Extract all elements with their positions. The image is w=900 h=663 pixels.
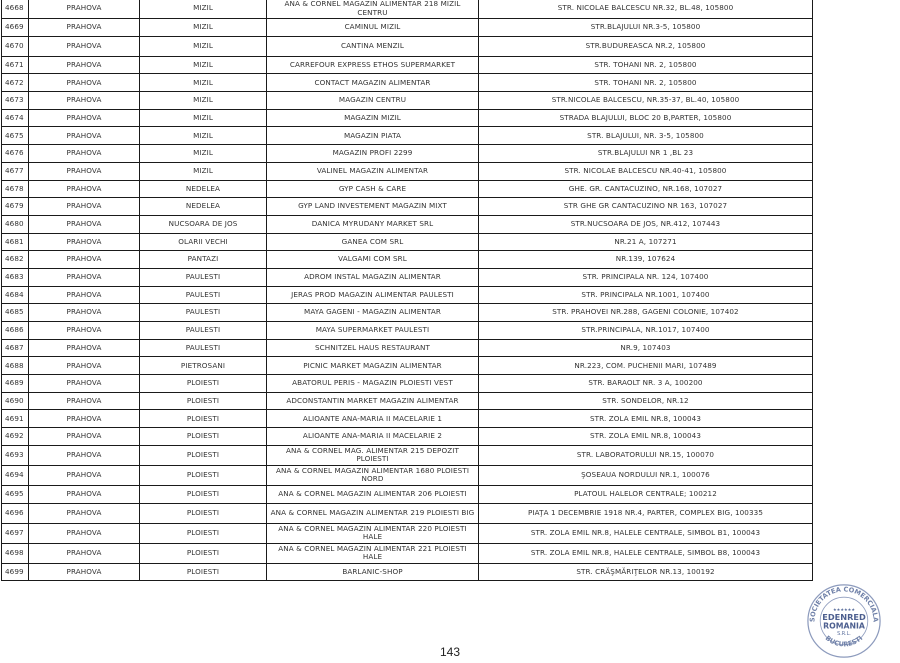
county-cell: PRAHOVA (29, 268, 140, 286)
merchant-name-cell: MAYA GAGENI - MAGAZIN ALIMENTAR (267, 304, 479, 322)
city-cell: MIZIL (140, 162, 267, 180)
merchant-name-cell: CAMINUL MIZIL (267, 19, 479, 37)
city-cell: PLOIESTI (140, 563, 267, 581)
row-id: 4691 (2, 410, 29, 428)
row-id: 4693 (2, 445, 29, 465)
table-row (2, 268, 813, 286)
table-row (2, 180, 813, 198)
row-id: 4688 (2, 357, 29, 375)
row-id: 4670 (2, 36, 29, 56)
merchant-name-cell: MAGAZIN CENTRU (267, 92, 479, 110)
county-cell: PRAHOVA (29, 322, 140, 340)
merchant-name-cell: VALINEL MAGAZIN ALIMENTAR (267, 162, 479, 180)
merchant-name-cell: GYP LAND INVESTEMENT MAGAZIN MIXT (267, 198, 479, 216)
table-row (2, 215, 813, 233)
city-cell: PLOIESTI (140, 523, 267, 543)
merchant-name-cell: ANA & CORNEL MAG. ALIMENTAR 215 DEPOZIT PLOIESTI (267, 445, 479, 465)
county-cell: PRAHOVA (29, 465, 140, 485)
merchant-table (1, 0, 813, 581)
merchant-name-cell: CONTACT MAGAZIN ALIMENTAR (267, 74, 479, 92)
county-cell: PRAHOVA (29, 410, 140, 428)
row-id: 4675 (2, 127, 29, 145)
merchant-name-cell: ANA & CORNEL MAGAZIN ALIMENTAR 221 PLOIESTI HALE (267, 543, 479, 563)
address-cell: STR. ZOLA EMIL NR.8, HALELE CENTRALE, SIMBOL B8, 100043 (479, 543, 813, 563)
merchant-name-cell: SCHNITZEL HAUS RESTAURANT (267, 339, 479, 357)
county-cell: PRAHOVA (29, 145, 140, 163)
merchant-name-cell: ANA & CORNEL MAGAZIN ALIMENTAR 206 PLOIESTI (267, 485, 479, 503)
city-cell: NEDELEA (140, 180, 267, 198)
row-id: 4672 (2, 74, 29, 92)
table-row (2, 145, 813, 163)
county-cell: PRAHOVA (29, 339, 140, 357)
address-cell: STR GHE GR CANTACUZINO NR 163, 107027 (479, 198, 813, 216)
address-cell: PLATOUL HALELOR CENTRALE; 100212 (479, 485, 813, 503)
row-id: 4679 (2, 198, 29, 216)
city-cell: PAULESTI (140, 322, 267, 340)
address-cell: STR. NICOLAE BALCESCU NR.32, BL.48, 105800 (479, 0, 813, 19)
city-cell: PLOIESTI (140, 445, 267, 465)
city-cell: PANTAZI (140, 251, 267, 269)
row-id: 4697 (2, 523, 29, 543)
county-cell: PRAHOVA (29, 392, 140, 410)
county-cell: PRAHOVA (29, 92, 140, 110)
row-id: 4690 (2, 392, 29, 410)
city-cell: MIZIL (140, 127, 267, 145)
city-cell: PLOIESTI (140, 503, 267, 523)
table-row (2, 465, 813, 485)
city-cell: NEDELEA (140, 198, 267, 216)
table-row (2, 56, 813, 74)
table-row (2, 109, 813, 127)
address-cell: STR. ZOLA EMIL NR.8, HALELE CENTRALE, SIMBOL B1, 100043 (479, 523, 813, 543)
county-cell: PRAHOVA (29, 215, 140, 233)
stamp-stars: ★★★★★★ (832, 607, 856, 613)
merchant-name-cell: ANA & CORNEL MAGAZIN ALIMENTAR 218 MIZIL CENTRU (267, 0, 479, 19)
address-cell: PIAŢA 1 DECEMBRIE 1918 NR.4, PARTER, COMPLEX BIG, 100335 (479, 503, 813, 523)
address-cell: STR.BLAJULUI NR 1 ,BL 23 (479, 145, 813, 163)
row-id: 4680 (2, 215, 29, 233)
table-row (2, 198, 813, 216)
row-id: 4683 (2, 268, 29, 286)
address-cell: STR. CRĂŞMĂRIŢELOR NR.13, 100192 (479, 563, 813, 581)
table-row (2, 0, 813, 19)
city-cell: MIZIL (140, 109, 267, 127)
merchant-name-cell: ABATORUL PERIS - MAGAZIN PLOIESTI VEST (267, 375, 479, 393)
county-cell: PRAHOVA (29, 523, 140, 543)
county-cell: PRAHOVA (29, 485, 140, 503)
table-row (2, 357, 813, 375)
address-cell: STR.BLAJULUI NR.3-5, 105800 (479, 19, 813, 37)
merchant-name-cell: MAYA SUPERMARKET PAULESTI (267, 322, 479, 340)
city-cell: PLOIESTI (140, 392, 267, 410)
city-cell: PAULESTI (140, 268, 267, 286)
address-cell: STR. NICOLAE BALCESCU NR.40-41, 105800 (479, 162, 813, 180)
table-row (2, 127, 813, 145)
stamp-line-2: ROMANIA (823, 621, 865, 631)
row-id: 4669 (2, 19, 29, 37)
address-cell: STR. BLAJULUI, NR. 3-5, 105800 (479, 127, 813, 145)
address-cell: GHE. GR. CANTACUZINO, NR.168, 107027 (479, 180, 813, 198)
row-id: 4678 (2, 180, 29, 198)
address-cell: NR.223, COM. PUCHENII MARI, 107489 (479, 357, 813, 375)
table-row (2, 392, 813, 410)
city-cell: OLARII VECHI (140, 233, 267, 251)
address-cell: STR. TOHANI NR. 2, 105800 (479, 74, 813, 92)
stamp-line-3: S.R.L. (837, 630, 851, 637)
row-id: 4687 (2, 339, 29, 357)
city-cell: MIZIL (140, 36, 267, 56)
address-cell: NR.9, 107403 (479, 339, 813, 357)
address-cell: STR. LABORATORULUI NR.15, 100070 (479, 445, 813, 465)
county-cell: PRAHOVA (29, 198, 140, 216)
table-row (2, 428, 813, 446)
merchant-name-cell: JERAS PROD MAGAZIN ALIMENTAR PAULESTI (267, 286, 479, 304)
city-cell: PAULESTI (140, 339, 267, 357)
address-cell: STR.NUCSOARA DE JOS, NR.412, 107443 (479, 215, 813, 233)
merchant-name-cell: ALIOANTE ANA-MARIA II MACELARIE 1 (267, 410, 479, 428)
address-cell: STR. ZOLA EMIL NR.8, 100043 (479, 428, 813, 446)
table-row (2, 233, 813, 251)
county-cell: PRAHOVA (29, 74, 140, 92)
merchant-name-cell: PICNIC MARKET MAGAZIN ALIMENTAR (267, 357, 479, 375)
row-id: 4684 (2, 286, 29, 304)
row-id: 4695 (2, 485, 29, 503)
address-cell: STR. SONDELOR, NR.12 (479, 392, 813, 410)
county-cell: PRAHOVA (29, 19, 140, 37)
address-cell: STR. ZOLA EMIL NR.8, 100043 (479, 410, 813, 428)
city-cell: PLOIESTI (140, 410, 267, 428)
county-cell: PRAHOVA (29, 127, 140, 145)
county-cell: PRAHOVA (29, 0, 140, 19)
table-row (2, 322, 813, 340)
address-cell: STR. PRINCIPALA NR.1001, 107400 (479, 286, 813, 304)
merchant-table-body (2, 0, 813, 581)
table-row (2, 485, 813, 503)
city-cell: MIZIL (140, 145, 267, 163)
merchant-name-cell: ANA & CORNEL MAGAZIN ALIMENTAR 1680 PLOIESTI NORD (267, 465, 479, 485)
merchant-name-cell: MAGAZIN MIZIL (267, 109, 479, 127)
merchant-name-cell: DANICA MYRUDANY MARKET SRL (267, 215, 479, 233)
stamp-top-text: SOCIETATEA COMERCIALA (808, 585, 880, 623)
row-id: 4673 (2, 92, 29, 110)
city-cell: PLOIESTI (140, 465, 267, 485)
table-row (2, 19, 813, 37)
row-id: 4671 (2, 56, 29, 74)
city-cell: MIZIL (140, 74, 267, 92)
city-cell: NUCSOARA DE JOS (140, 215, 267, 233)
merchant-name-cell: ANA & CORNEL MAGAZIN ALIMENTAR 219 PLOIESTI BIG (267, 503, 479, 523)
county-cell: PRAHOVA (29, 251, 140, 269)
city-cell: MIZIL (140, 19, 267, 37)
stamp-bottom-text: BUCURESTI (823, 634, 865, 649)
city-cell: PLOIESTI (140, 375, 267, 393)
stamp-seal-icon (803, 583, 885, 659)
table-row (2, 286, 813, 304)
table-row (2, 251, 813, 269)
row-id: 4676 (2, 145, 29, 163)
table-row (2, 304, 813, 322)
row-id: 4689 (2, 375, 29, 393)
row-id: 4699 (2, 563, 29, 581)
table-row (2, 92, 813, 110)
merchant-name-cell: MAGAZIN PIATA (267, 127, 479, 145)
table-row (2, 162, 813, 180)
address-cell: STR. BARAOLT NR. 3 A, 100200 (479, 375, 813, 393)
address-cell: STR.PRINCIPALA, NR.1017, 107400 (479, 322, 813, 340)
address-cell: NR.21 A, 107271 (479, 233, 813, 251)
row-id: 4677 (2, 162, 29, 180)
city-cell: PAULESTI (140, 286, 267, 304)
address-cell: ŞOSEAUA NORDULUI NR.1, 100076 (479, 465, 813, 485)
city-cell: PIETROSANI (140, 357, 267, 375)
address-cell: STR.BUDUREASCA NR.2, 105800 (479, 36, 813, 56)
table-row (2, 339, 813, 357)
city-cell: MIZIL (140, 92, 267, 110)
county-cell: PRAHOVA (29, 109, 140, 127)
address-cell: STR. PRINCIPALA NR. 124, 107400 (479, 268, 813, 286)
merchant-name-cell: GANEA COM SRL (267, 233, 479, 251)
city-cell: MIZIL (140, 0, 267, 19)
merchant-name-cell: ADCONSTANTIN MARKET MAGAZIN ALIMENTAR (267, 392, 479, 410)
county-cell: PRAHOVA (29, 543, 140, 563)
merchant-name-cell: GYP CASH & CARE (267, 180, 479, 198)
county-cell: PRAHOVA (29, 445, 140, 465)
county-cell: PRAHOVA (29, 162, 140, 180)
county-cell: PRAHOVA (29, 375, 140, 393)
table-row (2, 36, 813, 56)
city-cell: PAULESTI (140, 304, 267, 322)
county-cell: PRAHOVA (29, 304, 140, 322)
page-number: 143 (439, 645, 461, 659)
stamp-line-1: EDENRED (822, 612, 866, 623)
county-cell: PRAHOVA (29, 563, 140, 581)
county-cell: PRAHOVA (29, 357, 140, 375)
row-id: 4682 (2, 251, 29, 269)
county-cell: PRAHOVA (29, 36, 140, 56)
merchant-name-cell: ANA & CORNEL MAGAZIN ALIMENTAR 220 PLOIESTI HALE (267, 523, 479, 543)
table-row (2, 503, 813, 523)
row-id: 4685 (2, 304, 29, 322)
merchant-name-cell: ADROM INSTAL MAGAZIN ALIMENTAR (267, 268, 479, 286)
table-row (2, 74, 813, 92)
county-cell: PRAHOVA (29, 286, 140, 304)
city-cell: MIZIL (140, 56, 267, 74)
row-id: 4674 (2, 109, 29, 127)
table-row (2, 375, 813, 393)
county-cell: PRAHOVA (29, 180, 140, 198)
table-row (2, 523, 813, 543)
city-cell: PLOIESTI (140, 485, 267, 503)
merchant-name-cell: ALIOANTE ANA-MARIA II MACELARIE 2 (267, 428, 479, 446)
address-cell: STR. PRAHOVEI NR.288, GAGENI COLONIE, 107402 (479, 304, 813, 322)
company-stamp (803, 583, 885, 659)
city-cell: PLOIESTI (140, 543, 267, 563)
merchant-name-cell: BARLANIC-SHOP (267, 563, 479, 581)
city-cell: PLOIESTI (140, 428, 267, 446)
address-cell: STRADA BLAJULUI, BLOC 20 B,PARTER, 105800 (479, 109, 813, 127)
address-cell: STR.NICOLAE BALCESCU, NR.35-37, BL.40, 105800 (479, 92, 813, 110)
county-cell: PRAHOVA (29, 56, 140, 74)
row-id: 4686 (2, 322, 29, 340)
table-row (2, 543, 813, 563)
table-row (2, 563, 813, 581)
merchant-name-cell: CANTINA MENZIL (267, 36, 479, 56)
row-id: 4681 (2, 233, 29, 251)
merchant-name-cell: MAGAZIN PROFI 2299 (267, 145, 479, 163)
county-cell: PRAHOVA (29, 428, 140, 446)
row-id: 4696 (2, 503, 29, 523)
merchant-name-cell: CARREFOUR EXPRESS ETHOS SUPERMARKET (267, 56, 479, 74)
table-row (2, 445, 813, 465)
address-cell: STR. TOHANI NR. 2, 105800 (479, 56, 813, 74)
table-row (2, 410, 813, 428)
row-id: 4668 (2, 0, 29, 19)
row-id: 4698 (2, 543, 29, 563)
merchant-name-cell: VALGAMI COM SRL (267, 251, 479, 269)
county-cell: PRAHOVA (29, 233, 140, 251)
address-cell: NR.139, 107624 (479, 251, 813, 269)
row-id: 4694 (2, 465, 29, 485)
row-id: 4692 (2, 428, 29, 446)
county-cell: PRAHOVA (29, 503, 140, 523)
